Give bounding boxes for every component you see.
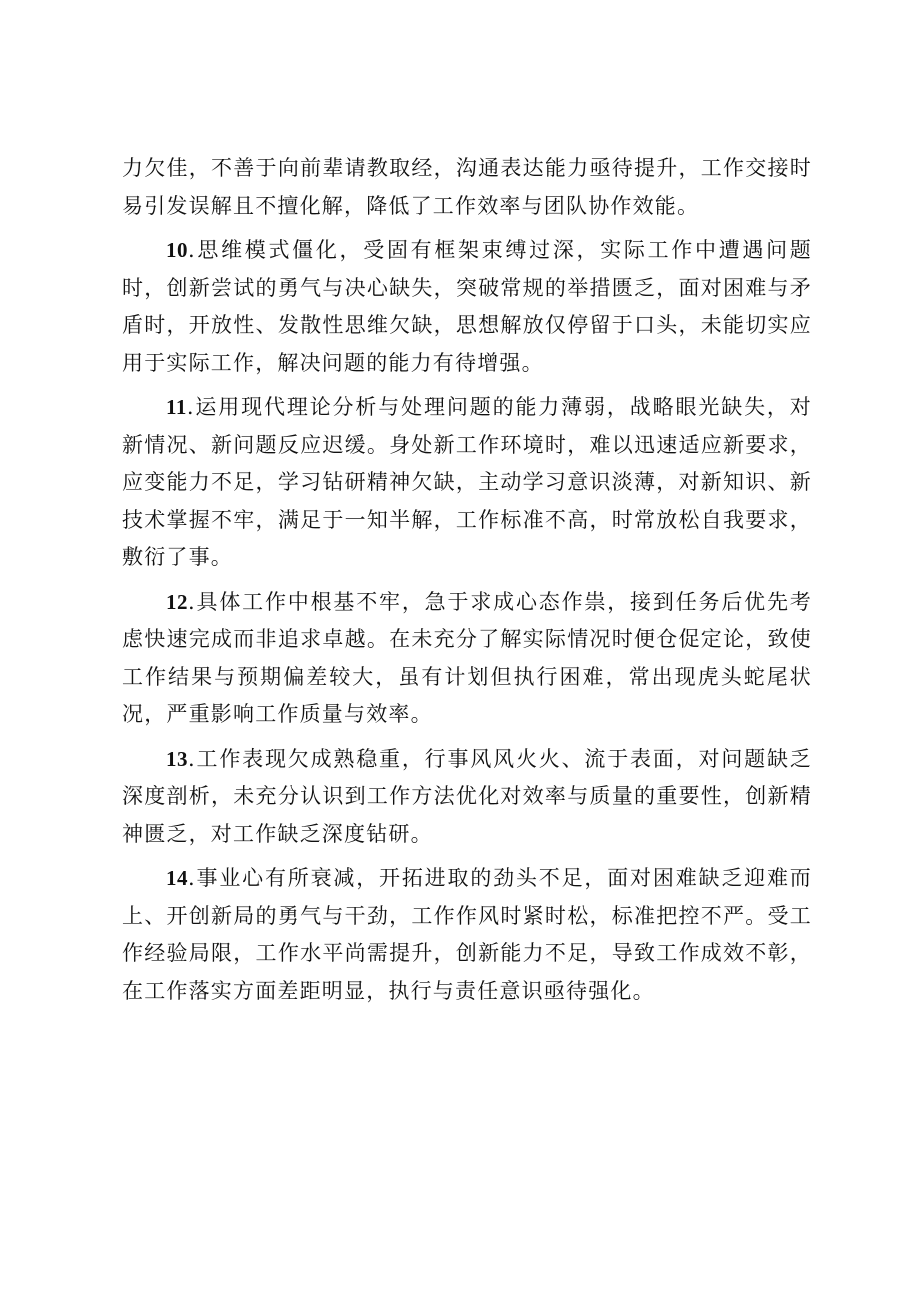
paragraph-item-11 — [122, 389, 812, 577]
paragraph-text: .思维模式僵化，受固有框架束缚过深，实际工作中遭遇问题时，创新尝试的勇气与决心缺失，突破常规的举措匮乏，面对困难与矛盾时，开放性、发散性思维欠缺，思想解放仅停留于口头，未能切实应用于实际工作，解决问题的能力有待增强。 — [122, 238, 812, 375]
paragraph-text: .事业心有所衰减，开拓进取的劲头不足，面对困难缺乏迎难而上、开创新局的勇气与干劲，工作作风时紧时松，标准把控不严。受工作经验局限，工作水平尚需提升，创新能力不足，导致工作成效不彰，在工作落实方面差距明显，执行与责任意识亟待强化。 — [122, 866, 812, 1003]
paragraph-item-14 — [122, 860, 812, 1010]
item-number: 13 — [166, 746, 188, 771]
paragraph-text: .运用现代理论分析与处理问题的能力薄弱，战略眼光缺失，对新情况、新问题反应迟缓。身处新工作环境时，难以迅速适应新要求，应变能力不足，学习钻研精神欠缺，主动学习意识淡薄，对新知识、新技术掌握不牢，满足于一知半解，工作标准不高，时常放松自我要求，敷衍了事。 — [122, 395, 812, 569]
paragraph-text: 力欠佳，不善于向前辈请教取经，沟通表达能力亟待提升，工作交接时易引发误解且不擅化解，降低了工作效率与团队协作效能。 — [122, 156, 812, 218]
paragraph-text: .工作表现欠成熟稳重，行事风风火火、流于表面，对问题缺乏深度剖析，未充分认识到工作方法优化对效率与质量的重要性，创新精神匮乏，对工作缺乏深度钻研。 — [122, 746, 812, 846]
item-number: 14 — [166, 866, 188, 890]
item-number: 10 — [166, 238, 188, 262]
document-body — [122, 150, 812, 1017]
item-number: 11 — [166, 395, 187, 419]
paragraph-continued — [122, 150, 812, 225]
item-number: 12 — [166, 589, 188, 614]
paragraph-item-10 — [122, 232, 812, 382]
paragraph-item-13 — [122, 741, 812, 854]
paragraph-text: .具体工作中根基不牢，急于求成心态作祟，接到任务后优先考虑快速完成而非追求卓越。在未充分了解实际情况时便仓促定论，致使工作结果与预期偏差较大，虽有计划但执行困难，常出现虎头蛇尾状况，严重影响工作质量与效率。 — [122, 589, 812, 726]
paragraph-item-12 — [122, 584, 812, 734]
